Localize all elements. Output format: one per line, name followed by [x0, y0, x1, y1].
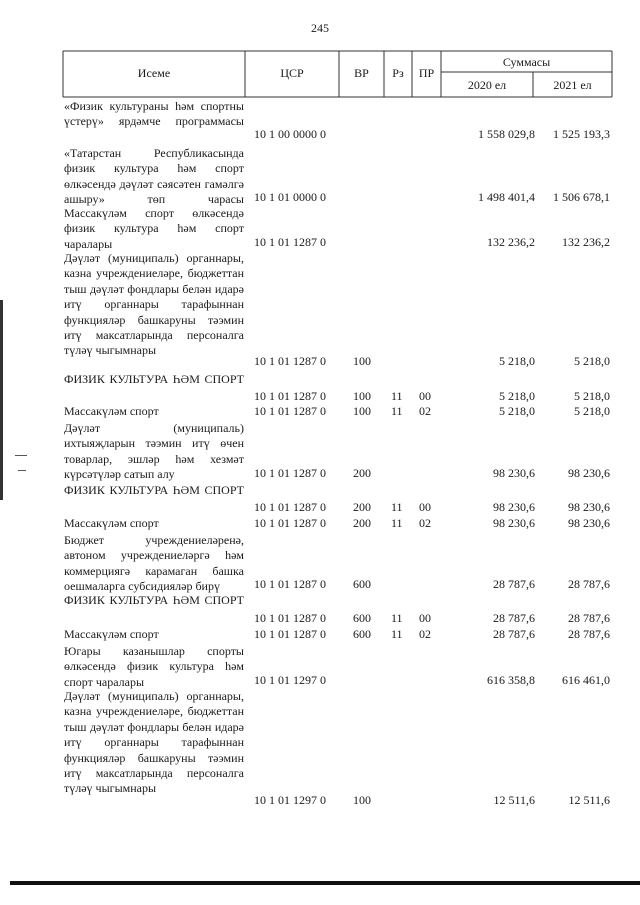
row-sum-2021: 1 525 193,3 — [553, 127, 610, 141]
row-sum-2021: 98 230,6 — [568, 516, 610, 530]
row-sum-2020: 5 218,0 — [499, 389, 535, 403]
row-vr: 200 — [353, 500, 371, 514]
row-sum-2020: 5 218,0 — [499, 354, 535, 368]
row-name: «Татарстан Республикасында физик культура һәм спорт өлкәсендә дәүләт сәясәтен гамәлгә ашыру» төп чарасы — [64, 146, 244, 207]
header-name: Исеме — [137, 66, 171, 80]
row-rz: 11 — [391, 404, 403, 418]
row-vr: 600 — [353, 577, 371, 591]
row-sum-2020: 5 218,0 — [499, 404, 535, 418]
row-sum-2020: 12 511,6 — [493, 793, 535, 807]
row-name: Бюджет учреждениеләренә, автоном учреждениеләргә һәм коммерциягә карамаган башка оешмаларга субсидияләр бирү — [64, 533, 244, 594]
row-name: Дәүләт (муниципаль) ихтыяҗларын тәэмин итү өчен товарлар, эшләр һәм хезмәт күрсәтүләр сатып алу — [64, 421, 244, 482]
header-rz: Рз — [392, 66, 404, 80]
row-vr: 600 — [353, 611, 371, 625]
row-rz: 11 — [391, 611, 403, 625]
row-pr: 02 — [419, 404, 431, 418]
row-csr: 10 1 01 1287 0 — [254, 354, 326, 368]
row-sum-2020: 28 787,6 — [493, 611, 535, 625]
row-sum-2020: 98 230,6 — [493, 500, 535, 514]
row-sum-2021: 28 787,6 — [568, 577, 610, 591]
row-csr: 10 1 01 1287 0 — [254, 404, 326, 418]
row-vr: 200 — [353, 466, 371, 480]
row-name: ФИЗИК КУЛЬТУРА ҺӘМ СПОРТ — [64, 483, 244, 497]
row-csr: 10 1 01 1297 0 — [254, 673, 326, 687]
row-pr: 00 — [419, 500, 431, 514]
row-rz: 11 — [391, 516, 403, 530]
row-name: Массакүләм спорт — [64, 404, 159, 418]
row-vr: 100 — [353, 404, 371, 418]
row-name: ФИЗИК КУЛЬТУРА ҺӘМ СПОРТ — [64, 372, 244, 386]
row-csr: 10 1 01 1287 0 — [254, 627, 326, 641]
row-pr: 00 — [419, 389, 431, 403]
row-sum-2021: 1 506 678,1 — [553, 190, 610, 204]
row-csr: 10 1 01 1287 0 — [254, 500, 326, 514]
row-csr: 10 1 01 1287 0 — [254, 389, 326, 403]
row-name: Массакүләм спорт — [64, 627, 159, 641]
row-csr: 10 1 00 0000 0 — [254, 127, 326, 141]
row-csr: 10 1 01 1287 0 — [254, 466, 326, 480]
row-sum-2020: 1 558 029,8 — [478, 127, 535, 141]
row-sum-2020: 98 230,6 — [493, 466, 535, 480]
row-sum-2021: 132 236,2 — [562, 235, 610, 249]
row-sum-2020: 1 498 401,4 — [478, 190, 535, 204]
header-pr: ПР — [418, 66, 435, 80]
row-sum-2020: 616 358,8 — [487, 673, 535, 687]
row-rz: 11 — [391, 389, 403, 403]
row-name: Массакүләм спорт өлкәсендә физик культура һәм спорт чаралары — [64, 206, 244, 251]
row-sum-2021: 12 511,6 — [568, 793, 610, 807]
row-csr: 10 1 01 1287 0 — [254, 577, 326, 591]
row-vr: 200 — [353, 516, 371, 530]
row-pr: 02 — [419, 627, 431, 641]
header-vr: ВР — [354, 66, 369, 80]
row-pr: 02 — [419, 516, 431, 530]
scan-left-edge — [0, 300, 3, 500]
page-number: 245 — [311, 21, 329, 35]
row-sum-2020: 28 787,6 — [493, 577, 535, 591]
header-csr: ЦСР — [280, 66, 304, 80]
scan-mark — [15, 455, 27, 456]
row-sum-2020: 28 787,6 — [493, 627, 535, 641]
row-csr: 10 1 01 1287 0 — [254, 516, 326, 530]
row-sum-2021: 28 787,6 — [568, 611, 610, 625]
row-vr: 100 — [353, 389, 371, 403]
row-sum-2021: 616 461,0 — [562, 673, 610, 687]
row-pr: 00 — [419, 611, 431, 625]
row-sum-2021: 28 787,6 — [568, 627, 610, 641]
row-name: ФИЗИК КУЛЬТУРА ҺӘМ СПОРТ — [64, 593, 244, 607]
header-year-2021: 2021 ел — [553, 78, 592, 92]
row-csr: 10 1 01 1297 0 — [254, 793, 326, 807]
row-name: Дәүләт (муниципаль) органнары, казна учреждениеләре, бюджеттан тыш дәүләт фондлары белән идарә итү органнары тарафыннан функцияләр башкаруны тәэмин итү максатларында персоналга түләү чыгымнары — [64, 689, 244, 796]
row-rz: 11 — [391, 627, 403, 641]
row-name: «Физик культураны һәм спортны үстерү» ярдәмче программасы — [64, 99, 244, 129]
row-csr: 10 1 01 1287 0 — [254, 235, 326, 249]
row-csr: 10 1 01 0000 0 — [254, 190, 326, 204]
header-sums: Суммасы — [502, 55, 551, 69]
row-sum-2021: 5 218,0 — [574, 404, 610, 418]
row-csr: 10 1 01 1287 0 — [254, 611, 326, 625]
row-name: Массакүләм спорт — [64, 516, 159, 530]
row-name: Югары казанышлар спорты өлкәсендә физик культура һәм спорт чаралары — [64, 644, 244, 689]
row-sum-2020: 132 236,2 — [487, 235, 535, 249]
row-sum-2020: 98 230,6 — [493, 516, 535, 530]
header-year-2020: 2020 ел — [467, 78, 507, 92]
scan-mark — [18, 470, 26, 471]
row-rz: 11 — [391, 500, 403, 514]
row-sum-2021: 5 218,0 — [574, 354, 610, 368]
row-vr: 100 — [353, 793, 371, 807]
scan-bottom-edge — [10, 881, 640, 885]
row-vr: 600 — [353, 627, 371, 641]
row-sum-2021: 5 218,0 — [574, 389, 610, 403]
row-sum-2021: 98 230,6 — [568, 466, 610, 480]
row-vr: 100 — [353, 354, 371, 368]
row-sum-2021: 98 230,6 — [568, 500, 610, 514]
row-name: Дәүләт (муниципаль) органнары, казна учреждениеләре, бюджеттан тыш дәүләт фондлары белән идарә итү органнары тарафыннан функцияләр башкаруны тәэмин итү максатларында персоналга түләү чыгымнары — [64, 251, 244, 358]
